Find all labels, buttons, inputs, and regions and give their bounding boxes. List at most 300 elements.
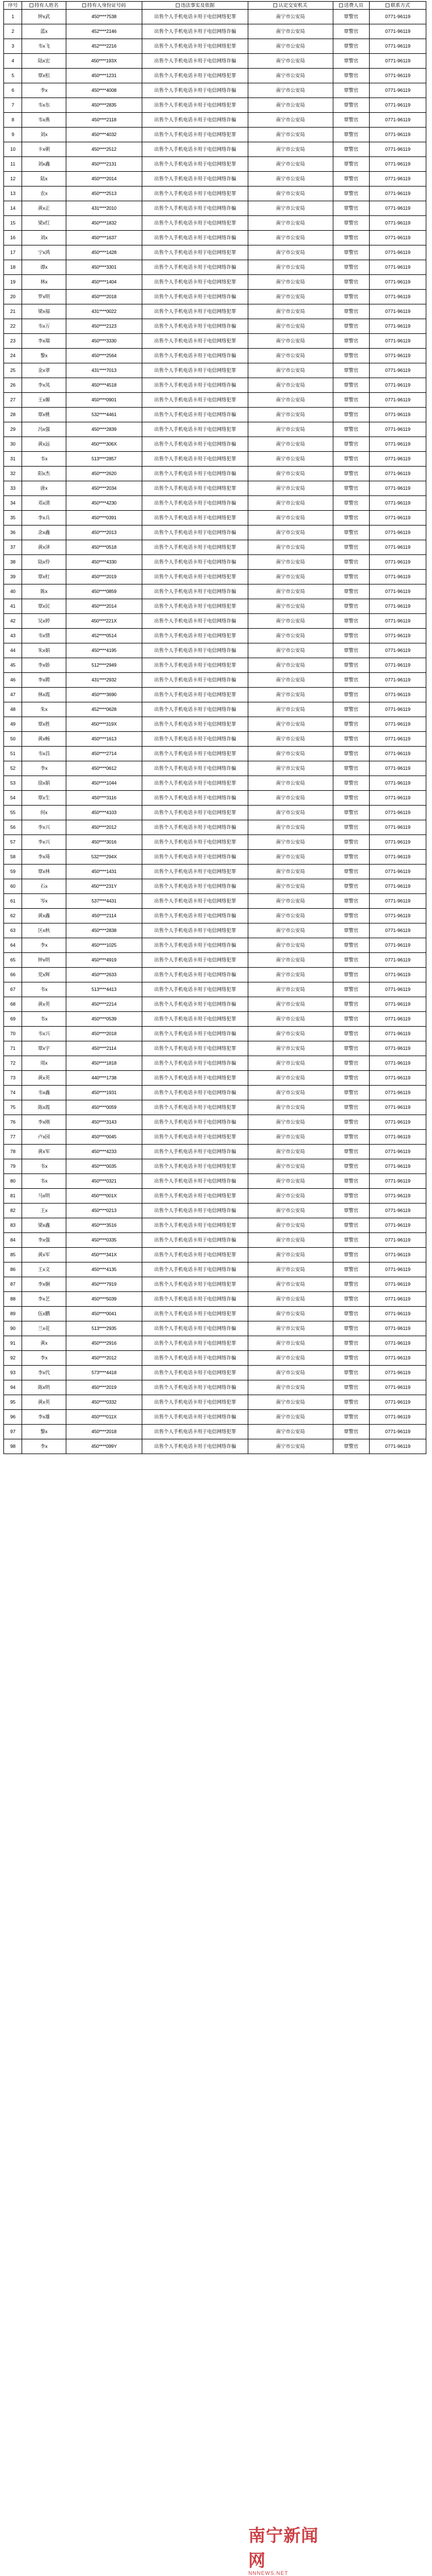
- cell-contact: 0771-96119: [370, 673, 426, 688]
- cell-idnumber: 450****0059: [66, 1100, 142, 1115]
- cell-name: 农x: [22, 187, 66, 201]
- cell-index: 91: [4, 1336, 22, 1351]
- cell-reason: 出售个人手机电话卡用于电信网络犯罪: [142, 128, 248, 142]
- cell-index: 57: [4, 835, 22, 850]
- cell-authority: 南宁市公安局: [248, 1262, 333, 1277]
- cell-idnumber: 431****7013: [66, 363, 142, 378]
- cell-name: 黎x: [22, 349, 66, 363]
- cell-staff: 覃警官: [333, 850, 370, 865]
- cell-index: 13: [4, 187, 22, 201]
- cell-index: 51: [4, 747, 22, 761]
- cell-name: 陆x伶: [22, 555, 66, 570]
- cell-idnumber: 450****4518: [66, 378, 142, 393]
- cell-reason: 出售个人手机电话卡用于电信网络犯罪: [142, 452, 248, 467]
- cell-index: 56: [4, 820, 22, 835]
- cell-staff: 覃警官: [333, 334, 370, 349]
- cell-staff: 覃警官: [333, 776, 370, 791]
- checkbox-icon[interactable]: [386, 3, 389, 7]
- cell-authority: 南宁市公安局: [248, 363, 333, 378]
- cell-contact: 0771-96119: [370, 570, 426, 584]
- table-row: [4, 820, 426, 835]
- cell-reason: 出售个人手机电话卡用于电信网络诈骗: [142, 1174, 248, 1189]
- cell-authority: 南宁市公安局: [248, 1425, 333, 1439]
- cell-authority: 南宁市公安局: [248, 1145, 333, 1159]
- cell-index: 79: [4, 1159, 22, 1174]
- cell-name: 阳x杰: [22, 467, 66, 481]
- cell-idnumber: 450****1637: [66, 231, 142, 245]
- cell-contact: 0771-96119: [370, 378, 426, 393]
- cell-index: 65: [4, 953, 22, 968]
- cell-index: 97: [4, 1425, 22, 1439]
- cell-name: 李x艺: [22, 1292, 66, 1307]
- cell-idnumber: 450****2633: [66, 968, 142, 982]
- cell-idnumber: 450****1613: [66, 732, 142, 747]
- cell-contact: 0771-96119: [370, 747, 426, 761]
- table-row: [4, 1041, 426, 1056]
- table-row: [4, 113, 426, 128]
- cell-staff: 覃警官: [333, 157, 370, 172]
- cell-index: 80: [4, 1174, 22, 1189]
- cell-authority: 南宁市公安局: [248, 113, 333, 128]
- cell-index: 93: [4, 1366, 22, 1380]
- table-row: [4, 452, 426, 467]
- cell-authority: 南宁市公安局: [248, 349, 333, 363]
- cell-name: 余x鑫: [22, 526, 66, 540]
- cell-reason: 出售个人手机电话卡用于电信网络犯罪: [142, 481, 248, 496]
- table-row: [4, 879, 426, 894]
- cell-idnumber: 450****2512: [66, 142, 142, 157]
- watermark-subtitle: NNNEWS.NET: [248, 2570, 289, 2576]
- cell-reason: 出售个人手机电话卡用于电信网络犯罪: [142, 570, 248, 584]
- cell-contact: 0771-96119: [370, 555, 426, 570]
- cell-name: 黄x正: [22, 201, 66, 216]
- cell-idnumber: 450****001X: [66, 1189, 142, 1204]
- cell-index: 12: [4, 172, 22, 187]
- cell-contact: 0771-96119: [370, 128, 426, 142]
- cell-reason: 出售个人手机电话卡用于电信网络犯罪: [142, 776, 248, 791]
- table-row: [4, 658, 426, 673]
- cell-name: 李x聘: [22, 673, 66, 688]
- cell-staff: 覃警官: [333, 717, 370, 732]
- cell-authority: 南宁市公安局: [248, 1071, 333, 1086]
- cell-contact: 0771-96119: [370, 260, 426, 275]
- cell-index: 85: [4, 1248, 22, 1262]
- cell-authority: 南宁市公安局: [248, 216, 333, 231]
- cell-name: 王x媚: [22, 393, 66, 408]
- cell-name: 韦x万: [22, 319, 66, 334]
- cell-idnumber: 450****2012: [66, 820, 142, 835]
- cell-reason: 出售个人手机电话卡用于电信网络犯罪: [142, 1189, 248, 1204]
- cell-reason: 出售个人手机电话卡用于电信网络诈骗: [142, 437, 248, 452]
- cell-authority: 南宁市公安局: [248, 10, 333, 24]
- cell-name: 覃x松: [22, 69, 66, 83]
- cell-index: 28: [4, 408, 22, 422]
- cell-name: 黄x军: [22, 1145, 66, 1159]
- table-row: [4, 231, 426, 245]
- cell-contact: 0771-96119: [370, 157, 426, 172]
- cell-name: 韦x燕: [22, 113, 66, 128]
- cell-name: 兰x花: [22, 1321, 66, 1336]
- cell-authority: 南宁市公安局: [248, 629, 333, 643]
- cell-reason: 出售个人手机电话卡用于电信网络犯罪: [142, 658, 248, 673]
- cell-staff: 覃警官: [333, 835, 370, 850]
- cell-idnumber: 450****2018: [66, 1027, 142, 1041]
- cell-name: 李x刚: [22, 1115, 66, 1130]
- cell-staff: 覃警官: [333, 1321, 370, 1336]
- cell-idnumber: 513****2857: [66, 452, 142, 467]
- cell-idnumber: 513****2935: [66, 1321, 142, 1336]
- cell-authority: 南宁市公安局: [248, 658, 333, 673]
- cell-staff: 覃警官: [333, 747, 370, 761]
- cell-reason: 出售个人手机电话卡用于电信网络犯罪: [142, 1130, 248, 1145]
- cell-index: 55: [4, 806, 22, 820]
- cell-staff: 覃警官: [333, 1130, 370, 1145]
- table-row: [4, 1204, 426, 1218]
- cell-authority: 南宁市公安局: [248, 791, 333, 806]
- cell-name: 韦x: [22, 1012, 66, 1027]
- cell-name: 岑x: [22, 894, 66, 909]
- cell-index: 46: [4, 673, 22, 688]
- cell-contact: 0771-96119: [370, 1056, 426, 1071]
- table-row: [4, 909, 426, 923]
- cell-index: 17: [4, 245, 22, 260]
- cell-authority: 南宁市公安局: [248, 1380, 333, 1395]
- cell-staff: 覃警官: [333, 1027, 370, 1041]
- cell-authority: 南宁市公安局: [248, 408, 333, 422]
- cell-idnumber: 450****2114: [66, 909, 142, 923]
- cell-contact: 0771-96119: [370, 83, 426, 98]
- cell-name: 黄x远: [22, 437, 66, 452]
- cell-authority: 南宁市公安局: [248, 54, 333, 69]
- cell-staff: 覃警官: [333, 702, 370, 717]
- cell-contact: 0771-96119: [370, 1439, 426, 1454]
- cell-reason: 出售个人手机电话卡用于电信网络诈骗: [142, 1380, 248, 1395]
- cell-contact: 0771-96119: [370, 452, 426, 467]
- cell-idnumber: 450****0041: [66, 1307, 142, 1321]
- cell-idnumber: 450****306X: [66, 437, 142, 452]
- cell-index: 54: [4, 791, 22, 806]
- cell-idnumber: 450****2564: [66, 349, 142, 363]
- cell-idnumber: 450****2014: [66, 172, 142, 187]
- cell-name: 金x翠: [22, 363, 66, 378]
- table-row: [4, 702, 426, 717]
- cell-authority: 南宁市公安局: [248, 850, 333, 865]
- cell-index: 23: [4, 334, 22, 349]
- cell-staff: 覃警官: [333, 1307, 370, 1321]
- cell-reason: 出售个人手机电话卡用于电信网络诈骗: [142, 702, 248, 717]
- cell-reason: 出售个人手机电话卡用于电信网络犯罪: [142, 69, 248, 83]
- cell-contact: 0771-96119: [370, 1159, 426, 1174]
- cell-contact: 0771-96119: [370, 393, 426, 408]
- col-header-index-label: 序号: [8, 2, 18, 8]
- cell-reason: 出售个人手机电话卡用于电信网络犯罪: [142, 540, 248, 555]
- cell-reason: 出售个人手机电话卡用于电信网络犯罪: [142, 275, 248, 290]
- cell-authority: 南宁市公安局: [248, 968, 333, 982]
- cell-authority: 南宁市公安局: [248, 1056, 333, 1071]
- cell-name: 区x秋: [22, 923, 66, 938]
- table-row: [4, 128, 426, 142]
- cell-authority: 南宁市公安局: [248, 776, 333, 791]
- table-row: [4, 629, 426, 643]
- cell-staff: 覃警官: [333, 732, 370, 747]
- table-row: [4, 776, 426, 791]
- cell-contact: 0771-96119: [370, 688, 426, 702]
- cell-reason: 出售个人手机电话卡用于电信网络诈骗: [142, 1439, 248, 1454]
- cell-index: 10: [4, 142, 22, 157]
- cell-reason: 出售个人手机电话卡用于电信网络犯罪: [142, 363, 248, 378]
- cell-staff: 覃警官: [333, 614, 370, 629]
- cell-name: 何x: [22, 806, 66, 820]
- cell-authority: 南宁市公安局: [248, 201, 333, 216]
- cell-idnumber: 450****1431: [66, 865, 142, 879]
- col-header-reason: [142, 2, 248, 10]
- cell-authority: 南宁市公安局: [248, 1100, 333, 1115]
- checkbox-icon[interactable]: [82, 3, 86, 7]
- cell-reason: 出售个人手机电话卡用于电信网络诈骗: [142, 643, 248, 658]
- cell-authority: 南宁市公安局: [248, 806, 333, 820]
- cell-reason: 出售个人手机电话卡用于电信网络犯罪: [142, 1100, 248, 1115]
- table-row: [4, 540, 426, 555]
- table-header-row: [4, 2, 426, 10]
- cell-contact: 0771-96119: [370, 540, 426, 555]
- cell-staff: 覃警官: [333, 142, 370, 157]
- cell-staff: 覃警官: [333, 172, 370, 187]
- cell-reason: 出售个人手机电话卡用于电信网络诈骗: [142, 1321, 248, 1336]
- cell-contact: 0771-96119: [370, 1100, 426, 1115]
- cell-name: 冯x强: [22, 422, 66, 437]
- cell-idnumber: 450****4330: [66, 555, 142, 570]
- cell-authority: 南宁市公安局: [248, 953, 333, 968]
- cell-reason: 出售个人手机电话卡用于电信网络犯罪: [142, 1248, 248, 1262]
- cell-staff: 覃警官: [333, 570, 370, 584]
- cell-staff: 覃警官: [333, 511, 370, 526]
- table-row: [4, 688, 426, 702]
- cell-staff: 覃警官: [333, 408, 370, 422]
- cell-authority: 南宁市公安局: [248, 673, 333, 688]
- cell-staff: 覃警官: [333, 865, 370, 879]
- cell-reason: 出售个人手机电话卡用于电信网络犯罪: [142, 629, 248, 643]
- table-row: [4, 732, 426, 747]
- cell-index: 16: [4, 231, 22, 245]
- cell-idnumber: 450****3516: [66, 1218, 142, 1233]
- table-row: [4, 850, 426, 865]
- cell-staff: 覃警官: [333, 894, 370, 909]
- cell-staff: 覃警官: [333, 1086, 370, 1100]
- cell-name: 李x代: [22, 1366, 66, 1380]
- cell-index: 7: [4, 98, 22, 113]
- cell-index: 20: [4, 290, 22, 304]
- cell-idnumber: 450****231Y: [66, 879, 142, 894]
- cell-name: 覃x杠: [22, 570, 66, 584]
- cell-name: 李x: [22, 761, 66, 776]
- table-row: [4, 290, 426, 304]
- cell-authority: 南宁市公安局: [248, 1027, 333, 1041]
- cell-authority: 南宁市公安局: [248, 688, 333, 702]
- cell-index: 67: [4, 982, 22, 997]
- cell-idnumber: 450****2839: [66, 422, 142, 437]
- cell-authority: 南宁市公安局: [248, 1115, 333, 1130]
- cell-staff: 覃警官: [333, 69, 370, 83]
- cell-index: 34: [4, 496, 22, 511]
- cell-authority: 南宁市公安局: [248, 1307, 333, 1321]
- cell-idnumber: 532****294X: [66, 850, 142, 865]
- cell-reason: 出售个人手机电话卡用于电信网络诈骗: [142, 142, 248, 157]
- table-row: [4, 614, 426, 629]
- cell-idnumber: 452****2146: [66, 24, 142, 39]
- cell-reason: 出售个人手机电话卡用于电信网络诈骗: [142, 555, 248, 570]
- cell-name: 钟x武: [22, 10, 66, 24]
- cell-reason: 出售个人手机电话卡用于电信网络犯罪: [142, 422, 248, 437]
- cell-authority: 南宁市公安局: [248, 245, 333, 260]
- cell-index: 3: [4, 39, 22, 54]
- cell-contact: 0771-96119: [370, 761, 426, 776]
- cell-reason: 出售个人手机电话卡用于电信网络诈骗: [142, 820, 248, 835]
- cell-contact: 0771-96119: [370, 717, 426, 732]
- table-row: [4, 1071, 426, 1086]
- cell-authority: 南宁市公安局: [248, 98, 333, 113]
- cell-staff: 覃警官: [333, 879, 370, 894]
- watermark-title: 南宁新闻网: [248, 2526, 319, 2571]
- cell-contact: 0771-96119: [370, 349, 426, 363]
- cell-contact: 0771-96119: [370, 879, 426, 894]
- checkbox-icon[interactable]: [339, 3, 343, 7]
- cell-staff: 覃警官: [333, 378, 370, 393]
- cell-name: 石x: [22, 879, 66, 894]
- cell-index: 42: [4, 614, 22, 629]
- table-row: [4, 142, 426, 157]
- cell-authority: 南宁市公安局: [248, 467, 333, 481]
- cell-name: 李x瑞: [22, 334, 66, 349]
- table-row: [4, 1027, 426, 1041]
- cell-index: 59: [4, 865, 22, 879]
- col-header-name-label: 持有人姓名: [34, 2, 59, 8]
- cell-staff: 覃警官: [333, 54, 370, 69]
- cell-reason: 出售个人手机电话卡用于电信网络诈骗: [142, 113, 248, 128]
- cell-idnumber: 450****2835: [66, 98, 142, 113]
- checkbox-icon[interactable]: [29, 3, 33, 7]
- cell-index: 36: [4, 526, 22, 540]
- cell-idnumber: 450****0045: [66, 1130, 142, 1145]
- cell-name: 覃x生: [22, 791, 66, 806]
- cell-idnumber: 450****0213: [66, 1204, 142, 1218]
- table-row: [4, 806, 426, 820]
- cell-staff: 覃警官: [333, 953, 370, 968]
- cell-authority: 南宁市公安局: [248, 481, 333, 496]
- table-row: [4, 363, 426, 378]
- cell-idnumber: 450****3143: [66, 1115, 142, 1130]
- cell-idnumber: 450****4195: [66, 643, 142, 658]
- cell-authority: 南宁市公安局: [248, 1395, 333, 1410]
- cell-index: 71: [4, 1041, 22, 1056]
- cell-contact: 0771-96119: [370, 982, 426, 997]
- cell-name: 黄x英: [22, 1071, 66, 1086]
- checkbox-icon[interactable]: [176, 3, 180, 7]
- cell-contact: 0771-96119: [370, 1336, 426, 1351]
- cell-contact: 0771-96119: [370, 1277, 426, 1292]
- cell-staff: 覃警官: [333, 1262, 370, 1277]
- table-row: [4, 1130, 426, 1145]
- table-row: [4, 216, 426, 231]
- cell-authority: 南宁市公安局: [248, 1366, 333, 1380]
- cell-reason: 出售个人手机电话卡用于电信网络诈骗: [142, 1410, 248, 1425]
- cell-staff: 覃警官: [333, 599, 370, 614]
- cell-contact: 0771-96119: [370, 201, 426, 216]
- cell-name: 李x强: [22, 1233, 66, 1248]
- cell-reason: 出售个人手机电话卡用于电信网络诈骗: [142, 997, 248, 1012]
- table-row: [4, 1145, 426, 1159]
- cell-name: 李x: [22, 1351, 66, 1366]
- table-row: [4, 968, 426, 982]
- cell-reason: 出售个人手机电话卡用于电信网络诈骗: [142, 349, 248, 363]
- table-row: [4, 437, 426, 452]
- cell-staff: 覃警官: [333, 467, 370, 481]
- cell-idnumber: 450****2714: [66, 747, 142, 761]
- cell-reason: 出售个人手机电话卡用于电信网络犯罪: [142, 835, 248, 850]
- cell-staff: 覃警官: [333, 1174, 370, 1189]
- table-row: [4, 349, 426, 363]
- cell-idnumber: 450****0518: [66, 540, 142, 555]
- cell-authority: 南宁市公安局: [248, 614, 333, 629]
- cell-reason: 出售个人手机电话卡用于电信网络犯罪: [142, 334, 248, 349]
- table-row: [4, 378, 426, 393]
- cell-idnumber: 450****1044: [66, 776, 142, 791]
- cell-staff: 覃警官: [333, 98, 370, 113]
- cell-staff: 覃警官: [333, 24, 370, 39]
- cell-name: 林x霞: [22, 688, 66, 702]
- table-body: [4, 10, 426, 1454]
- cell-name: 蓝x: [22, 24, 66, 39]
- cell-contact: 0771-96119: [370, 791, 426, 806]
- col-header-contact: [370, 2, 426, 10]
- cell-contact: 0771-96119: [370, 1174, 426, 1189]
- cell-staff: 覃警官: [333, 304, 370, 319]
- cell-idnumber: 450****4233: [66, 1145, 142, 1159]
- cell-contact: 0771-96119: [370, 1351, 426, 1366]
- cell-name: 谭x: [22, 260, 66, 275]
- cell-idnumber: 532****4461: [66, 408, 142, 422]
- cell-idnumber: 450****2620: [66, 467, 142, 481]
- table-row: [4, 643, 426, 658]
- cell-contact: 0771-96119: [370, 1395, 426, 1410]
- table-row: [4, 761, 426, 776]
- cell-contact: 0771-96119: [370, 732, 426, 747]
- cell-reason: 出售个人手机电话卡用于电信网络诈骗: [142, 260, 248, 275]
- cell-index: 87: [4, 1277, 22, 1292]
- cell-name: 陆x宏: [22, 54, 66, 69]
- cell-idnumber: 450****1832: [66, 216, 142, 231]
- cell-reason: 出售个人手机电话卡用于电信网络犯罪: [142, 1425, 248, 1439]
- cell-idnumber: 431****2010: [66, 201, 142, 216]
- cell-index: 76: [4, 1115, 22, 1130]
- cell-authority: 南宁市公安局: [248, 157, 333, 172]
- cell-name: 韦x: [22, 452, 66, 467]
- cell-reason: 出售个人手机电话卡用于电信网络犯罪: [142, 157, 248, 172]
- table-row: [4, 422, 426, 437]
- cell-index: 61: [4, 894, 22, 909]
- cell-authority: 南宁市公安局: [248, 1248, 333, 1262]
- cell-index: 35: [4, 511, 22, 526]
- cell-staff: 覃警官: [333, 1248, 370, 1262]
- cell-name: 徐x娟: [22, 776, 66, 791]
- cell-authority: 南宁市公安局: [248, 128, 333, 142]
- cell-index: 6: [4, 83, 22, 98]
- cell-reason: 出售个人手机电话卡用于电信网络犯罪: [142, 1041, 248, 1056]
- cell-authority: 南宁市公安局: [248, 879, 333, 894]
- cell-reason: 出售个人手机电话卡用于电信网络犯罪: [142, 894, 248, 909]
- checkbox-icon[interactable]: [273, 3, 277, 7]
- cell-name: 李x: [22, 1439, 66, 1454]
- cell-name: 黄x英: [22, 997, 66, 1012]
